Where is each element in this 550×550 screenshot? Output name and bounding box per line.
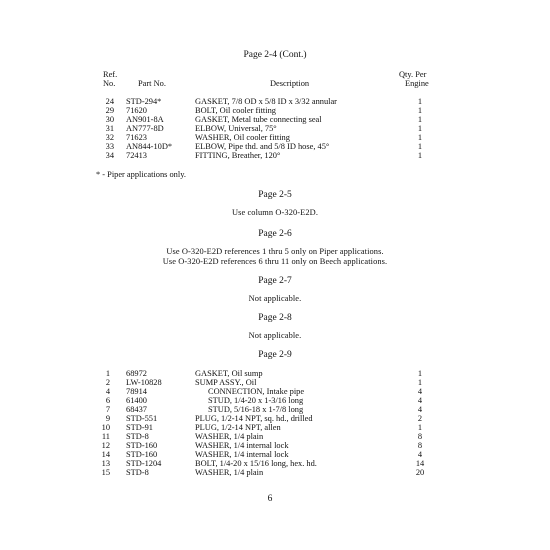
desc-cell: WASHER, 1/4 internal lock <box>195 450 289 459</box>
section-heading: Page 2-9 <box>258 350 292 360</box>
part-cell: STD-8 <box>126 468 149 477</box>
header-ref-line2: No. <box>103 79 116 88</box>
ref-cell: 7 <box>105 405 110 414</box>
table-row <box>0 142 550 151</box>
table-row <box>0 423 550 432</box>
table-row <box>0 414 550 423</box>
desc-cell: BOLT, Oil cooler fitting <box>195 106 276 115</box>
header-description: Description <box>270 79 310 88</box>
table-row <box>0 432 550 441</box>
desc-cell: WASHER, 1/4 plain <box>195 468 264 477</box>
part-cell: STD-551 <box>126 414 158 423</box>
ref-cell: 11 <box>101 432 110 441</box>
part-cell: STD-160 <box>126 450 158 459</box>
qty-cell: 1 <box>417 378 423 387</box>
ref-cell: 14 <box>101 450 110 459</box>
table-row <box>0 369 550 378</box>
section-heading: Page 2-7 <box>258 276 292 286</box>
section-text: Not applicable. <box>248 331 302 340</box>
part-cell: LW-10828 <box>126 378 162 387</box>
table-row <box>0 468 550 477</box>
table-row <box>0 396 550 405</box>
desc-cell: WASHER, Oil cooler fitting <box>195 133 290 142</box>
section-text: Not applicable. <box>248 294 302 303</box>
ref-cell: 31 <box>105 124 114 133</box>
desc-cell: WASHER, 1/4 plain <box>195 432 264 441</box>
qty-cell: 4 <box>417 405 423 414</box>
ref-cell: 6 <box>105 396 110 405</box>
section-text: Use O-320-E2D references 6 thru 11 only on Beech applications. <box>162 257 388 266</box>
qty-cell: 1 <box>417 115 423 124</box>
section-heading: Page 2-6 <box>258 229 292 239</box>
table-row <box>0 459 550 468</box>
ref-cell: 4 <box>105 387 110 396</box>
part-cell: 68972 <box>126 369 147 378</box>
qty-cell: 4 <box>417 450 423 459</box>
qty-cell: 4 <box>417 387 423 396</box>
table-row <box>0 441 550 450</box>
desc-cell: PLUG, 1/2-14 NPT, sq. hd., drilled <box>195 414 313 423</box>
qty-cell: 4 <box>417 396 423 405</box>
part-cell: STD-294* <box>126 97 162 106</box>
part-cell: STD-1204 <box>126 459 162 468</box>
page-heading: Page 2-4 (Cont.) <box>243 50 307 60</box>
qty-cell: 2 <box>417 414 423 423</box>
desc-cell: PLUG, 1/2-14 NPT, allen <box>195 423 281 432</box>
part-cell: 68437 <box>126 405 147 414</box>
header-part-no: Part No. <box>138 79 166 88</box>
ref-cell: 15 <box>101 468 110 477</box>
desc-cell: GASKET, 7/8 OD x 5/8 ID x 3/32 annular <box>195 97 337 106</box>
header-ref-line1: Ref. <box>103 70 118 79</box>
table-row <box>0 151 550 160</box>
qty-cell: 1 <box>417 97 423 106</box>
part-cell: 71620 <box>126 106 147 115</box>
table-row <box>0 124 550 133</box>
header-qty-line1: Qty. Per <box>399 70 427 79</box>
qty-cell: 8 <box>417 441 423 450</box>
section-heading: Page 2-8 <box>258 313 292 323</box>
ref-cell: 24 <box>105 97 114 106</box>
part-cell: 71623 <box>126 133 147 142</box>
desc-cell: GASKET, Oil sump <box>195 369 263 378</box>
ref-cell: 34 <box>105 151 114 160</box>
desc-cell: SUMP ASSY., Oil <box>195 378 257 387</box>
section-text: Use column O-320-E2D. <box>231 208 319 217</box>
ref-cell: 29 <box>105 106 114 115</box>
part-cell: STD-160 <box>126 441 158 450</box>
desc-cell: BOLT, 1/4-20 x 15/16 long, hex. hd. <box>195 459 317 468</box>
desc-cell: WASHER, 1/4 internal lock <box>195 441 289 450</box>
part-cell: 72413 <box>126 151 147 160</box>
qty-cell: 1 <box>417 142 423 151</box>
table-row <box>0 133 550 142</box>
qty-cell: 1 <box>417 151 423 160</box>
qty-cell: 1 <box>417 106 423 115</box>
ref-cell: 33 <box>105 142 114 151</box>
section-text: Use O-320-E2D references 1 thru 5 only on Piper applications. <box>166 247 384 256</box>
desc-cell: FITTING, Breather, 120° <box>195 151 281 160</box>
ref-cell: 12 <box>101 441 110 450</box>
header-qty-line2: Engine <box>405 79 429 88</box>
qty-cell: 1 <box>417 133 423 142</box>
table-row <box>0 387 550 396</box>
desc-cell: ELBOW, Pipe thd. and 5/8 ID hose, 45° <box>195 142 330 151</box>
qty-cell: 20 <box>415 468 425 477</box>
table-row <box>0 106 550 115</box>
ref-cell: 2 <box>105 378 110 387</box>
ref-cell: 9 <box>105 414 110 423</box>
ref-cell: 1 <box>105 369 110 378</box>
part-cell: 78914 <box>126 387 147 396</box>
table-row <box>0 405 550 414</box>
desc-cell: STUD, 1/4-20 x 1-3/16 long <box>208 396 304 405</box>
table-row <box>0 378 550 387</box>
part-cell: AN844-10D* <box>126 142 173 151</box>
page-number: 6 <box>267 494 273 504</box>
part-cell: AN901-8A <box>126 115 164 124</box>
table-row <box>0 450 550 459</box>
qty-cell: 1 <box>417 423 423 432</box>
desc-cell: STUD, 5/16-18 x 1-7/8 long <box>208 405 304 414</box>
table-row <box>0 115 550 124</box>
qty-cell: 14 <box>415 459 425 468</box>
part-cell: 61400 <box>126 396 147 405</box>
part-cell: STD-8 <box>126 432 149 441</box>
qty-cell: 8 <box>417 432 423 441</box>
desc-cell: CONNECTION, Intake pipe <box>208 387 305 396</box>
ref-cell: 30 <box>105 115 114 124</box>
part-cell: STD-91 <box>126 423 153 432</box>
desc-cell: GASKET, Metal tube connecting seal <box>195 115 322 124</box>
ref-cell: 13 <box>101 459 110 468</box>
table-row <box>0 97 550 106</box>
section-heading: Page 2-5 <box>258 190 292 200</box>
ref-cell: 10 <box>101 423 110 432</box>
qty-cell: 1 <box>417 369 423 378</box>
ref-cell: 32 <box>105 133 114 142</box>
footnote: * - Piper applications only. <box>96 170 186 179</box>
part-cell: AN777-8D <box>126 124 164 133</box>
desc-cell: ELBOW, Universal, 75° <box>195 124 277 133</box>
qty-cell: 1 <box>417 124 423 133</box>
